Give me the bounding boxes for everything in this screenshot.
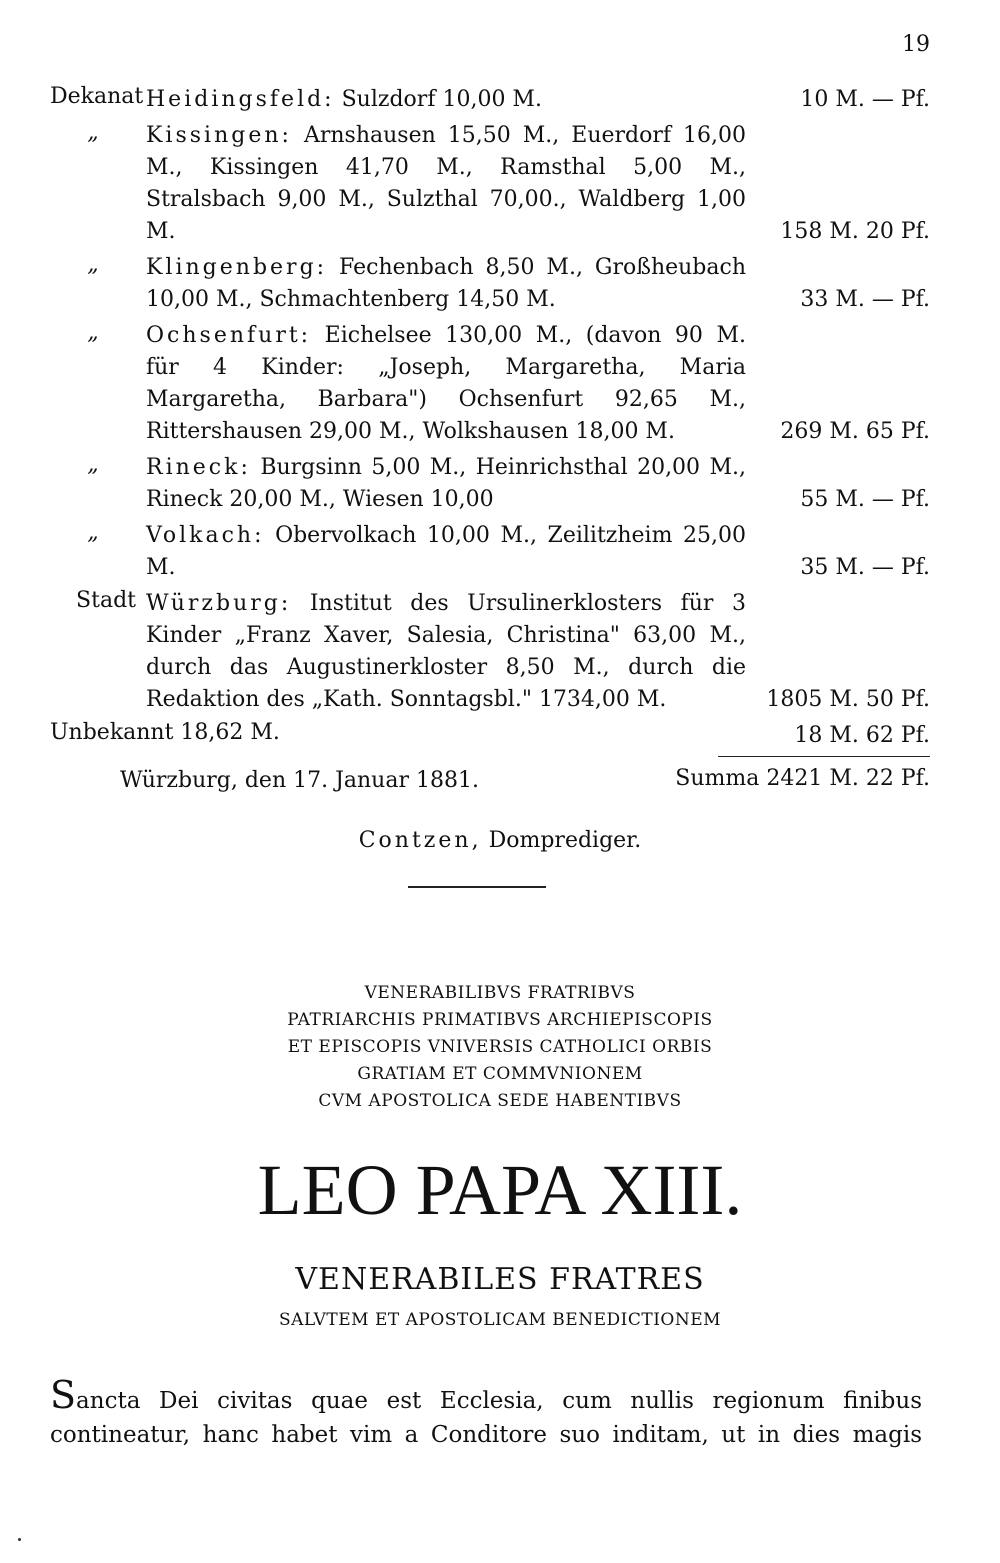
greeting: VENERABILES FRATRES (295, 1262, 705, 1297)
entry-text: Eichelsee 130,00 M., (davon 90 M. für 4 Kinder: „Joseph, Margaretha, Maria Margaretha, Barbara") Ochsenfurt 92,65 M., Rittershausen 29,00 M., Wolkshausen 18,00 M. (146, 323, 746, 444)
ledger-entry (50, 452, 930, 516)
ledger-entry (50, 120, 930, 248)
entry-place: Rineck: (146, 455, 251, 480)
entry-prefix: „ (87, 520, 99, 545)
entry-text: Sulzdorf 10,00 M. (341, 87, 542, 112)
address-line: VENERABILIBVS FRATRIBVS (364, 983, 636, 1003)
entry-text: Fechenbach 8,50 M., Großheubach 10,00 M., Schmachtenberg 14,50 M. (146, 255, 746, 312)
sum-total: Summa 2421 M. 22 Pf. (675, 766, 930, 791)
entry-body (146, 588, 746, 716)
encyclical-address (0, 980, 1000, 1115)
ledger-entry (50, 252, 930, 316)
ledger-entry-unknown (50, 720, 930, 752)
entry-prefix: „ (87, 452, 99, 477)
entry-text: Burgsinn 5,00 M., Heinrichsthal 20,00 M., Rineck 20,00 M., Wiesen 10,00 (146, 455, 747, 512)
entry-body (146, 120, 746, 248)
entry-prefix: Dekanat (50, 84, 144, 109)
entry-body (146, 252, 746, 316)
entry-amount: 269 M. 65 Pf. (780, 419, 930, 444)
address-line: ET EPISCOPIS VNIVERSIS CATHOLICI ORBIS (287, 1037, 713, 1057)
stray-mark (18, 1538, 21, 1541)
entry-text: Institut des Ursulinerklosters für 3 Kinder „Franz Xaver, Salesia, Christina" 63,00 M., durch das Augustinerkloster 8,50 M., durch die Redaktion des „Kath. Sonntagsbl." 1734,00 M. (146, 591, 746, 712)
address-line: GRATIAM ET COMMVNIONEM (357, 1064, 643, 1084)
opening-text: ancta Dei civitas quae est Ecclesia, cum nullis regionum finibus contineatur, hanc habet vim a Conditore suo inditam, ut in dies magis (50, 1388, 922, 1448)
entry-prefix: Stadt (76, 588, 136, 613)
entry-amount: 1805 M. 50 Pf. (766, 687, 930, 712)
opening-initial: S (50, 1373, 77, 1417)
ledger-entry (50, 320, 930, 448)
entry-place: Klingenberg: (146, 255, 328, 280)
ledger-entry (50, 588, 930, 716)
entry-place: Würzburg: (146, 591, 292, 616)
donation-ledger (50, 84, 930, 795)
signature-title: Domprediger. (488, 828, 642, 853)
entry-body (146, 520, 746, 584)
opening-paragraph (50, 1373, 922, 1452)
entry-amount: 35 M. — Pf. (800, 555, 930, 580)
pope-title: LEO PAPA XIII. (257, 1150, 743, 1230)
address-line: CVM APOSTOLICA SEDE HABENTIBVS (318, 1091, 682, 1111)
entry-place: Kissingen: (146, 123, 292, 148)
address-line: PATRIARCHIS PRIMATIBVS ARCHIEPISCOPIS (287, 1010, 713, 1030)
salutation: SALVTEM ET APOSTOLICAM BENEDICTIONEM (278, 1310, 722, 1330)
entry-amount: 158 M. 20 Pf. (780, 219, 930, 244)
entry-amount: 33 M. — Pf. (800, 287, 930, 312)
dateline: Würzburg, den 17. Januar 1881. (120, 768, 479, 793)
section-divider (408, 886, 546, 888)
ledger-entry (50, 520, 930, 584)
entry-amount: 10 M. — Pf. (800, 87, 930, 112)
entry-prefix: „ (87, 252, 99, 277)
entry-amount: 55 M. — Pf. (800, 487, 930, 512)
entry-body (280, 720, 746, 752)
entry-place: Volkach: (146, 523, 265, 548)
entry-prefix: „ (87, 120, 99, 145)
entry-text: Arnshausen 15,50 M., Euerdorf 16,00 M., Kissingen 41,70 M., Ramsthal 5,00 M., Stralsbach 9,00 M., Sulzthal 70,00., Waldberg 1,00 M. (146, 123, 747, 244)
unknown-label: Unbekannt 18,62 M. (50, 720, 280, 745)
entry-body (146, 452, 746, 516)
entry-place: Heidingsfeld: (146, 87, 335, 112)
signature (0, 828, 1000, 853)
entry-place: Ochsenfurt: (146, 323, 312, 348)
entry-prefix: „ (87, 320, 99, 345)
unknown-amount: 18 M. 62 Pf. (794, 723, 930, 748)
page-number: 19 (902, 32, 930, 57)
entry-text: Obervolkach 10,00 M., Zeilitzheim 25,00 M. (146, 523, 746, 580)
entry-body (146, 320, 746, 448)
ledger-entry (50, 84, 930, 116)
entry-body (146, 84, 746, 116)
signature-name: Contzen, (358, 828, 482, 853)
